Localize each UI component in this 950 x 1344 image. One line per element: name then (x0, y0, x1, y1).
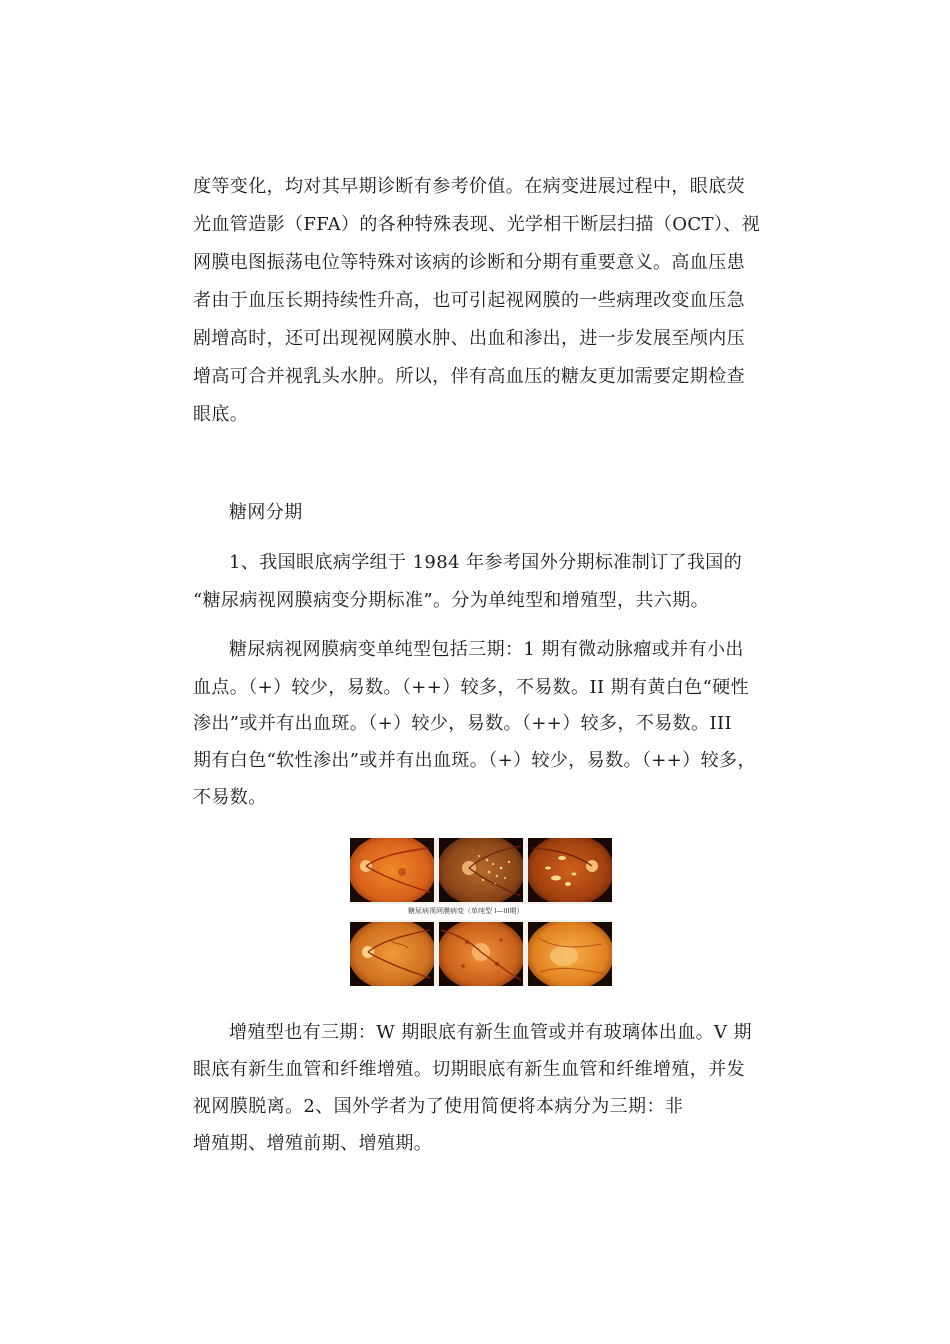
fundus-photo-stage-5 (439, 922, 523, 986)
paragraph-3-line: 不易数。 (193, 787, 267, 808)
paragraph-1-line: 剧增高时，还可出现视网膜水肿、出血和渗出，进一步发展至颅内压 (193, 328, 745, 349)
paragraph-3-line: 期有白色“软性渗出”或并有出血斑。（+）较少，易数。（++）较多， (193, 750, 756, 771)
paragraph-4-line: 视网膜脱离。2、国外学者为了使用简便将本病分为三期：非 (193, 1096, 684, 1117)
fundus-photo-figure (350, 838, 612, 986)
paragraph-4-line: 增殖型也有三期：W 期眼底有新生血管或并有玻璃体出血。V 期 (229, 1022, 752, 1043)
figure-caption: 糖尿病视网膜病变（单纯型 I—III期） (408, 907, 524, 915)
paragraph-1-line: 者由于血压长期持续性升高，也可引起视网膜的一些病理改变血压急 (193, 290, 745, 311)
paragraph-1-line: 度等变化，均对其早期诊断有参考价值。在病变进展过程中，眼底荧 (193, 176, 745, 197)
paragraph-2-line: “糖尿病视网膜病变分期标准”。分为单纯型和增殖型，共六期。 (193, 590, 710, 611)
figure-caption-strip (350, 904, 612, 920)
paragraph-2-line: 1、我国眼底病学组于 1984 年参考国外分期标准制订了我国的 (229, 552, 743, 573)
section-heading: 糖网分期 (229, 502, 303, 523)
fundus-photo-stage-4 (350, 922, 434, 986)
paragraph-1-line: 眼底。 (193, 404, 249, 425)
fundus-photo-stage-2 (439, 838, 523, 902)
paragraph-3-line: 血点。（+）较少，易数。（++）较多，不易数。II 期有黄白色“硬性 (193, 677, 749, 698)
fundus-photo-stage-1 (350, 838, 434, 902)
paragraph-3-line: 渗出”或并有出血斑。（+）较少，易数。（++）较多，不易数。III (193, 713, 732, 734)
paragraph-1-line: 网膜电图振荡电位等特殊对该病的诊断和分期有重要意义。高血压患 (193, 252, 745, 273)
fundus-photo-stage-3 (528, 838, 612, 902)
paragraph-1-line: 光血管造影（FFA）的各种特殊表现、光学相干断层扫描（OCT）、视 (193, 214, 761, 235)
paragraph-4-line: 增殖期、增殖前期、增殖期。 (193, 1133, 433, 1154)
paragraph-3-line: 糖尿病视网膜病变单纯型包括三期：1 期有微动脉瘤或并有小出 (229, 639, 744, 660)
paragraph-1-line: 增高可合并视乳头水肿。所以，伴有高血压的糖友更加需要定期检查 (193, 366, 745, 387)
paragraph-4-line: 眼底有新生血管和纤维增殖。切期眼底有新生血管和纤维增殖，并发 (193, 1059, 745, 1080)
fundus-photo-stage-6 (528, 922, 612, 986)
